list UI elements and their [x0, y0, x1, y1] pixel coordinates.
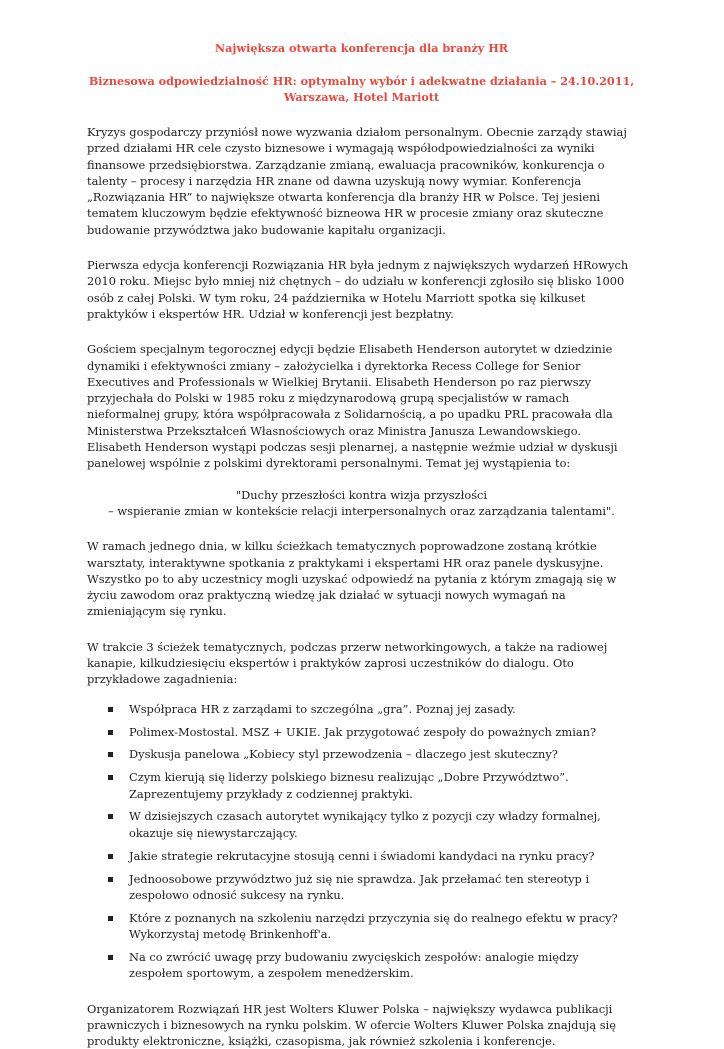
paragraph-first-edition: Pierwsza edycja konferencji Rozwiązania HR była jednym z największych wydarzeń HRowych 2010 roku. Miejsc było mniej niż chętnych – do udziału w konferencji zgłosiło się blisko 1000 osób z całej Polski. W tym roku, 24 października w Hotelu Marriott spotka się kilkuset praktyków i ekspertów HR. Udział w konferencji jest bezpłatny.	[87, 258, 629, 321]
square-bullet-icon	[108, 854, 113, 859]
square-bullet-icon	[108, 877, 113, 882]
quote-line: "Duchy przeszłości kontra wizja przyszłości	[235, 487, 488, 502]
list-item-text: Czym kierują się liderzy polskiego biznesu realizując „Dobre Przywództwo”. Zaprezentujemy przykłady z codziennej praktyki.	[129, 770, 569, 801]
list-item	[87, 871, 636, 904]
list-item	[87, 769, 636, 802]
list-item	[87, 848, 636, 864]
list-item-text: Współpraca HR z zarządami to szczególna „gra”. Poznaj jej zasady.	[129, 701, 516, 716]
quote-line: – wspieranie zmian w kontekście relacji interpersonalnych oraz zarządzania talentami".	[108, 503, 615, 518]
square-bullet-icon	[108, 916, 113, 921]
talk-title-quote	[87, 487, 636, 520]
square-bullet-icon	[108, 775, 113, 780]
paragraph-intro: Kryzys gospodarczy przyniósł nowe wyzwania działom personalnym. Obecnie zarządy stawiaj przed działami HR cele czysto biznesowe i wymagają współodpowiedzialności za wyniki finansowe przedsiębiorstwa. Zarządzanie zmianą, ewaluacja pracowników, konkurencja o talenty – procesy i narzędzia HR znane od dawna uzyskują nowy wymiar. Konferencja „Rozwiązania HR” to największe otwarta konferencja dla branży HR w Polsce. Tej jesieni tematem kluczowym będzie efektywność bizneowa HR w procesie zmiany oraz skuteczne budowanie przywództwa jako budowanie kapitału organizacji.	[87, 125, 627, 237]
list-item	[87, 724, 636, 740]
list-item	[87, 949, 636, 982]
list-item-text: W dzisiejszych czasach autorytet wynikający tylko z pozycji czy władzy formalnej, okazuje się niewystarczający.	[129, 809, 601, 840]
document-subtitle: Biznesowa odpowiedzialność HR: optymalny wybór i adekwatne działania – 24.10.2011, Warszawa, Hotel Mariott	[88, 74, 635, 104]
list-item	[87, 808, 636, 841]
square-bullet-icon	[108, 707, 113, 712]
paragraph-organizer: Organizatorem Rozwiązań HR jest Wolters Kluwer Polska – największy wydawca publikacji prawniczych i biznesowych na rynku polskim. W ofercie Wolters Kluwer Polska znajdują się produkty elektroniczne, książki, czasopisma, jak również szkolenia i konferencje.	[87, 1001, 616, 1049]
list-item-text: Jakie strategie rekrutacyjne stosują cenni i świadomi kandydaci na rynku pracy?	[129, 848, 595, 863]
list-item-text: Na co zwrócić uwagę przy budowaniu zwycięskich zespołów: analogie między zespołem sportowym, a zespołem menedżerskim.	[129, 949, 579, 981]
list-item-text: Dyskusja panelowa „Kobiecy styl przewodzenia – dlaczego jest skuteczny?	[129, 747, 558, 762]
list-item-text: Jednoosobowe przywództwo już się nie sprawdza. Jak przełamać ten stereotyp i zespołowo odnosić sukcesy na rynku.	[129, 871, 590, 902]
paragraph-workshops: W ramach jednego dnia, w kilku ścieżkach tematycznych poprowadzone zostaną krótkie warsztaty, interaktywne spotkania z praktykami i ekspertami HR oraz panele dyskusyjne. Wszystko po to aby uczestnicy mogli uzyskać odpowiedź na pytania z którym zmagają się w życiu zawodom oraz praktyczną wiedzę jak działać w sytuacji nowych wymagań na zmieniającym się rynku.	[87, 539, 617, 619]
square-bullet-icon	[108, 955, 113, 960]
paragraph-special-guest: Gościem specjalnym tegorocznej edycji będzie Elisabeth Henderson autorytet w dziedzinie dynamiki i efektywności zmiany – założycielka i dyrektorka Recess College for Senior Executives and Professionals w Wielkiej Brytanii. Elisabeth Henderson po raz pierwszy przyjechała do Polski w 1985 roku z międzynarodową grupą specjalistów w ramach nieformalnej grupy, która współpracowała z Solidarnością, a po upadku PRL pracowała dla Ministerstwa Przekształceń Własnościowych oraz Ministra Janusza Lewandowskiego. Elisabeth Henderson wystąpi podczas sesji plenarnej, a następnie weźmie udział w dyskusji panelowej wspólnie z polskimi dyrektorami personalnymi. Temat jej wystąpienia to:	[87, 342, 618, 471]
document-title: Największa otwarta konferencja dla branży HR	[214, 41, 509, 55]
list-item-text: Które z poznanych na szkoleniu narzędzi przyczynia się do realnego efektu w pracy? Wykorzystaj metodę Brinkenhoff'a.	[129, 910, 618, 942]
square-bullet-icon	[108, 730, 113, 735]
list-item	[87, 910, 636, 943]
square-bullet-icon	[108, 752, 113, 757]
list-item	[87, 701, 636, 717]
paragraph-tracks: W trakcie 3 ścieżek tematycznych, podczas przerw networkingowych, a także na radiowej kanapie, kilkudziesięciu ekspertów i praktyków zaprosi uczestników do dialogu. Oto przykładowe zagadnienia:	[87, 639, 608, 687]
square-bullet-icon	[108, 814, 113, 819]
list-item	[87, 746, 636, 762]
topics-list	[87, 701, 636, 982]
list-item-text: Polimex-Mostostal. MSZ + UKIE. Jak przygotować zespoły do poważnych zmian?	[129, 724, 597, 739]
